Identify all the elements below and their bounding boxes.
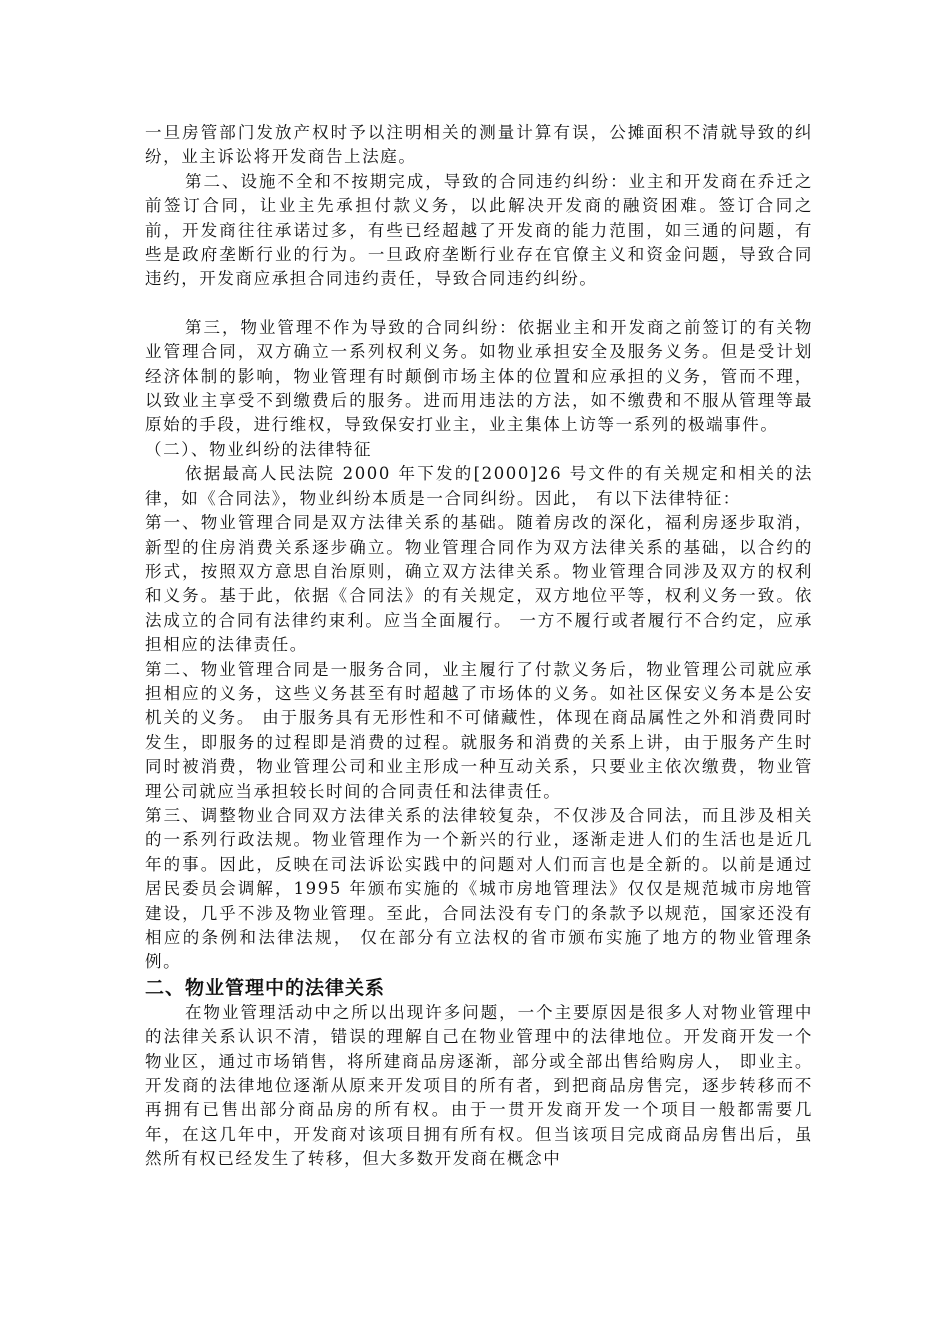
document-body	[145, 121, 813, 1172]
paragraph-1: 一旦房管部门发放产权时予以注明相关的测量计算有误，公摊面积不清就导致的纠纷，业主诉讼将开发商告上法庭。	[145, 123, 813, 167]
paragraph-7: 第二、物业管理合同是一服务合同，业主履行了付款义务后，物业管理公司就应承担相应的义务，这些义务甚至有时超越了市场体的义务。如社区保安义务本是公安机关的义务。 由于服务具有无形性和不可储藏性，体现在商品属性之外和消费同时发生，即服务的过程即是消费的过程。就服务和消费的关系上讲，由于服务产生时同时被消费，物业管理公司和业主形成一种互动关系，只要业主依次缴费，物业管理公司就应当承担较长时间的合同责任和法律责任。	[145, 659, 813, 801]
paragraph-5: 依据最高人民法院 2000 年下发的[2000]26 号文件的有关规定和相关的法律，如《合同法》，物业纠纷本质是一合同纠纷。因此， 有以下法律特征：	[145, 464, 813, 508]
paragraph-spacer	[145, 292, 813, 316]
paragraph-6: 第一、物业管理合同是双方法律关系的基础。随着房改的深化，福利房逐步取消，新型的住房消费关系逐步确立。物业管理合同作为双方法律关系的基础，以合约的形式，按照双方意思自治原则，确立双方法律关系。物业管理合同涉及双方的权利和义务。基于此，依据《合同法》的有关规定，双方地位平等，权利义务一致。依法成立的合同有法律约束利。应当全面履行。 一方不履行或者履行不合约定，应承担相应的法律责任。	[145, 513, 813, 655]
section-heading: 二、物业管理中的法律关系	[145, 976, 386, 999]
paragraph-3: 第三，物业管理不作为导致的合同纠纷：依据业主和开发商之前签订的有关物业管理合同，双方确立一系列权利义务。如物业承担安全及服务义务。但是受计划经济体制的影响，物业管理有时颠倒市场主体的位置和应承担的义务，管而不理，以致业主享受不到缴费后的服务。进而用违法的方法，如不缴费和不服从管理等最原始的手段，进行维权，导致保安打业主，业主集体上访等一系列的极端事件。	[145, 317, 813, 435]
paragraph-2: 第二、设施不全和不按期完成，导致的合同违约纠纷：业主和开发商在乔迁之前签订合同，让业主先承担付款义务，以此解决开发商的融资困难。签订合同之前，开发商往往承诺过多，有些已经超越了开发商的能力范围，如三通的问题，有些是政府垄断行业的行为。一旦政府垄断行业存在官僚主义和资金问题，导致合同违约，开发商应承担合同违约责任，导致合同违约纠纷。	[145, 171, 813, 289]
paragraph-9: 在物业管理活动中之所以出现许多问题，一个主要原因是很多人对物业管理中的法律关系认识不清，错误的理解自己在物业管理中的法律地位。开发商开发一个物业区，通过市场销售，将所建商品房逐渐，部分或全部出售给购房人， 即业主。开发商的法律地位逐渐从原来开发项目的所有者，到把商品房售完，逐步转移而不再拥有已售出部分商品房的所有权。由于一贯开发商开发一个项目一般都需要几年，在这几年中，开发商对该项目拥有所有权。但当该项目完成商品房售出后，虽然所有权已经发生了转移，但大多数开发商在概念中	[145, 1002, 813, 1169]
paragraph-8: 第三、调整物业合同双方法律关系的法律较复杂，不仅涉及合同法，而且涉及相关的一系列行政法规。物业管理作为一个新兴的行业，逐渐走进人们的生活也是近几年的事。因此，反映在司法诉讼实践中的问题对人们而言也是全新的。以前是通过居民委员会调解，1995 年颁布实施的《城市房地管理法》仅仅是规范城市房地管建设，几乎不涉及物业管理。至此，合同法没有专门的条款予以规范，国家还没有相应的条例和法律法规， 仅在部分有立法权的省市颁布实施了地方的物业管理条例。	[145, 805, 813, 972]
section-subtitle: （二）、物业纠纷的法律特征	[145, 439, 373, 459]
